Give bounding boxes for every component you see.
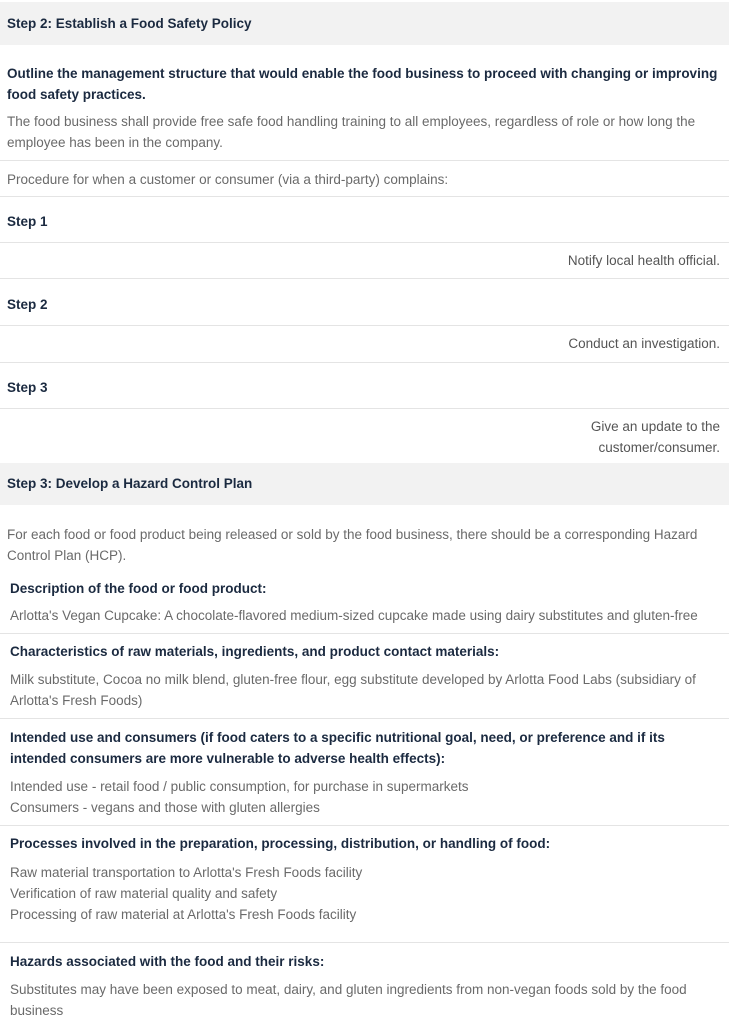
- item3-answer-line1: Intended use - retail food / public consumption, for purchase in supermarkets: [10, 779, 469, 794]
- divider: [0, 325, 729, 326]
- step2-question: Outline the management structure that would enable the food business to proceed with changing or improving food safety practices.: [7, 66, 718, 102]
- divider: [0, 278, 729, 279]
- item1-answer: Arlotta's Vegan Cupcake: A chocolate-flavored medium-sized cupcake made using dairy substitutes and gluten-free: [10, 608, 698, 623]
- step2-answer: The food business shall provide free safe food handling training to all employees, regardless of role or how long the employee has been in the company.: [7, 114, 696, 150]
- step2-text: Conduct an investigation.: [568, 336, 720, 351]
- step3-label: Step 3: [7, 380, 48, 395]
- item2-question: Characteristics of raw materials, ingredients, and product contact materials:: [10, 644, 500, 659]
- item4-answer-line2: Verification of raw material quality and safety: [10, 886, 278, 901]
- item1-question: Description of the food or food product:: [10, 581, 267, 596]
- procedure-intro: Procedure for when a customer or consumer (via a third-party) complains:: [7, 172, 449, 187]
- divider: [0, 160, 729, 161]
- divider: [0, 362, 729, 363]
- divider: [0, 633, 729, 634]
- step1-label: Step 1: [7, 214, 48, 229]
- divider: [0, 408, 729, 409]
- step3-text-line1: Give an update to the: [590, 419, 720, 434]
- item3-question: Intended use and consumers (if food caters to a specific nutritional goal, need, or preference and if its intended consumers are more vulnerable to adverse health effects):: [10, 730, 665, 766]
- step3-header: Step 3: Develop a Hazard Control Plan: [0, 463, 729, 505]
- item3-answer-line2: Consumers - vegans and those with gluten allergies: [10, 800, 320, 815]
- item5-answer: Substitutes may have been exposed to meat, dairy, and gluten ingredients from non-vegan foods sold by the food business: [10, 982, 687, 1018]
- divider: [0, 242, 729, 243]
- item4-answer-line1: Raw material transportation to Arlotta's Fresh Foods facility: [10, 865, 363, 880]
- divider: [0, 942, 729, 943]
- step3-intro: For each food or food product being released or sold by the food business, there should be a corresponding Hazard Control Plan (HCP).: [7, 527, 698, 563]
- item4-question: Processes involved in the preparation, processing, distribution, or handling of food:: [10, 836, 551, 851]
- divider: [0, 718, 729, 719]
- step3-text-line2: customer/consumer.: [598, 440, 720, 455]
- divider: [0, 825, 729, 826]
- item5-question: Hazards associated with the food and their risks:: [10, 954, 325, 969]
- item2-answer: Milk substitute, Cocoa no milk blend, gluten-free flour, egg substitute developed by Arlotta Food Labs (subsidiary of Arlotta's Fresh Foods): [10, 672, 696, 708]
- divider: [0, 196, 729, 197]
- step2-header: Step 2: Establish a Food Safety Policy: [0, 2, 729, 45]
- item4-answer-line3: Processing of raw material at Arlotta's Fresh Foods facility: [10, 907, 357, 922]
- step2-label: Step 2: [7, 297, 48, 312]
- step1-text: Notify local health official.: [567, 253, 720, 268]
